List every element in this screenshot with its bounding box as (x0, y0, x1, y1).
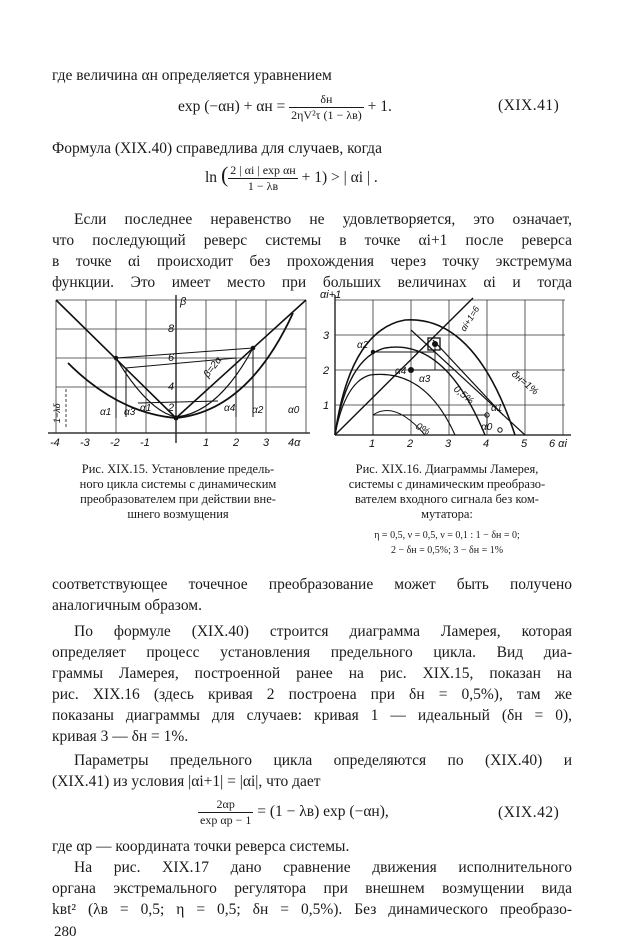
fig16-xtick: 1 (369, 438, 376, 450)
fig16-ytick: 3 (323, 330, 330, 342)
page-number: 280 (54, 924, 77, 940)
eq42-fraction (198, 797, 253, 828)
ineq-ln: ln (205, 169, 218, 186)
fig16-annotation: αi+1=6 (458, 304, 482, 334)
text-line: рис. XIX.16 (здесь кривая 2 построена при δн = 0,5%), там же (52, 686, 572, 703)
fig15-ytick: 6 (168, 352, 175, 364)
text-line: где величина αн определяется уравнением (52, 67, 332, 84)
ineq-right: + 1) > | αi | . (301, 169, 378, 186)
text-line: Параметры предельного цикла определяются по (XIX.40) и (74, 752, 572, 769)
text-line: аналогичным образом. (52, 597, 202, 614)
fig15-xtick: -4 (50, 437, 60, 449)
eq42-right: = (1 − λв) exp (−αн), (257, 803, 389, 821)
fig16-annotation: α0 (481, 422, 493, 433)
fig16-annotation: α1 (491, 403, 503, 414)
fig15-ytick: 2 (168, 402, 175, 414)
figure-xix16 (315, 290, 577, 452)
text-line: определяет процесс установления предельного цикла. Вид диа- (52, 644, 572, 661)
fig15-annotation: α3 (124, 407, 136, 418)
eq41-numerator: δн (289, 92, 364, 108)
fig15-annotation: α1 (140, 403, 152, 414)
fig15-xtick: -3 (80, 437, 90, 449)
figure-caption-xix16 (322, 462, 572, 558)
caption-params: η = 0,5, ν = 0,5, ν = 0,1 : 1 − δн = 0; (374, 530, 520, 541)
fig15-xtick: 3 (263, 437, 270, 449)
text-line: соответствующее точечное преобразование может быть получено (52, 576, 572, 593)
fig16-annotation: α4 (395, 366, 407, 377)
text-line: показаны диаграммы для случаев: кривая 1 — идеальный (δн = 0), (52, 707, 572, 724)
caption-line: мутатора: (421, 507, 473, 521)
fig15-xtick: -2 (110, 437, 120, 449)
eq41-denominator: 2ηV²τ (1 − λв) (291, 108, 362, 122)
eq42-numerator: 2αp (198, 797, 253, 813)
eq41-right: + 1. (367, 98, 392, 116)
fig15-annotation: 1−λδ (52, 403, 62, 423)
equation-xix41 (178, 92, 392, 123)
equation-xix42 (198, 797, 389, 828)
fig15-ytick: 8 (168, 323, 175, 335)
text-line: Если последнее неравенство не удовлетворяется, это означает, (74, 211, 572, 228)
fig15-xtick: 1 (203, 437, 210, 449)
caption-line: ного цикла системы с динамическим (79, 477, 277, 491)
fig16-ylabel: αi+1 (320, 290, 342, 301)
fig16-xtick: 5 (521, 438, 528, 450)
eq41-left: exp (−αн) + αн = (178, 98, 286, 116)
ineq-fraction (228, 163, 297, 194)
figure-caption-xix15 (56, 462, 300, 522)
caption-line: преобразователем при действии вне- (80, 492, 276, 506)
caption-line: Рис. XIX.15. Установление предель- (81, 462, 275, 476)
text-line: что последующий реверс системы в точке αi+1 после реверса (52, 232, 572, 249)
caption-line: шнего возмущения (127, 507, 229, 521)
fig16-xtick: 3 (445, 438, 452, 450)
fig15-annotation: α0 (288, 405, 300, 416)
text-line: кривая 3 — δн = 1%. (52, 728, 189, 745)
fig15-annotation: α4 (224, 403, 236, 414)
text-line: Формула (XIX.40) справедлива для случаев, когда (52, 140, 382, 157)
fig16-xtick: 2 (407, 438, 414, 450)
caption-line: системы с динамическим преобразо- (348, 477, 546, 491)
fig16-ytick: 2 (323, 365, 330, 377)
ineq-numerator: 2 | αi | exp αн (230, 162, 296, 177)
fig16-ytick: 1 (323, 400, 330, 412)
fig16-annotation: δн=1% (509, 368, 541, 398)
text-line: органа экстремального регулятора при внешнем возмущении вида (52, 880, 572, 897)
fig15-xtick: 2 (233, 437, 240, 449)
text-line: На рис. XIX.17 дано сравнение движения исполнительного (74, 859, 572, 876)
fig16-annotation: α3 (419, 374, 431, 385)
fig15-xtick: 4α (288, 437, 301, 449)
text-line: По формуле (XIX.40) строится диаграмма Ламерея, которая (74, 623, 572, 640)
fig15-annotation: α2 (252, 405, 264, 416)
fig15-annotation: β=2α (201, 355, 225, 380)
text-line: kвt² (λв = 0,5; η = 0,5; δн = 0,5%). Без динамического преобразо- (52, 901, 572, 918)
caption-line: Рис. XIX.16. Диаграммы Ламерея, (355, 462, 539, 476)
text-line: функции. Это имеет место при больших величинах αi и тогда (52, 274, 572, 291)
fig15-line-right (176, 300, 306, 418)
fig15-ylabel: β (180, 296, 187, 308)
figure-xix15 (48, 293, 312, 453)
text-line: где αp — координата точки реверса системы. (52, 838, 350, 855)
inequality: ln ( $\frac{\text{2 | αi | exp αн}}{1 - \lambda в}$ + 1) > | αi | . (205, 162, 378, 193)
fig16-xtick: 6 αi (549, 438, 567, 450)
caption-line: вателем входного сигнала без ком- (355, 492, 539, 506)
eq41-fraction (289, 92, 364, 123)
text-line: (XIX.41) из условия |αi+1| = |αi|, что дает (52, 773, 321, 790)
fig15-xtick: -1 (140, 437, 150, 449)
equation-number-41: (XIX.41) (498, 97, 560, 114)
fig16-xtick: 4 (483, 438, 490, 450)
ineq-denominator: 1 − λв (247, 178, 279, 193)
text-line: граммы Ламерея, построенной ранее на рис. XIX.15, показан на (52, 665, 572, 682)
fig16-annotation: α2 (357, 340, 369, 351)
eq42-denominator: exp αp − 1 (200, 813, 252, 827)
fig16-annotation: 0% (413, 421, 432, 438)
equation-number-42: (XIX.42) (498, 804, 560, 821)
fig16-annotation: 0,5% (451, 383, 476, 407)
caption-params: 2 − δн = 0,5%; 3 − δн = 1% (390, 545, 504, 556)
fig15-annotation: α1 (100, 407, 112, 418)
fig15-ytick: 4 (168, 381, 175, 393)
text-line: в точке αi происходит без прохождения через точку экстремума (52, 253, 572, 270)
